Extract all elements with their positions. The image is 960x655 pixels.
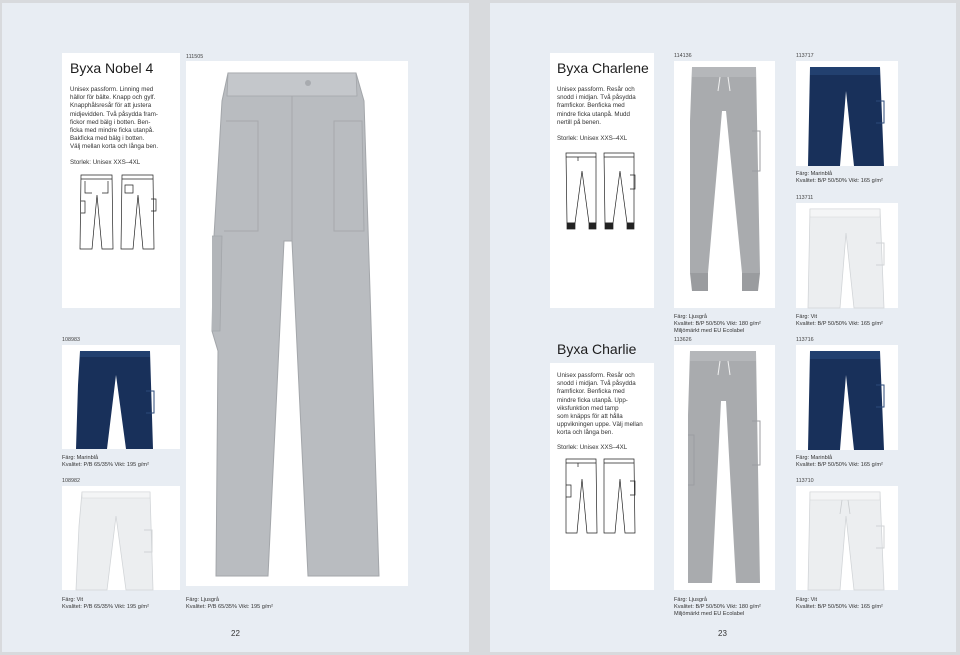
product-caption-108982: Färg: Vit Kvalitet: P/B 65/35% Vikt: 195 g/m² [62,597,149,611]
spine-gap [469,0,490,655]
navy-jogger-pants-image [796,61,898,166]
nobel-technical-drawing [78,173,158,253]
product-photo-113717 [796,61,898,166]
charlene-product-code: 114136 [674,53,692,59]
white-cargo-pants-image [796,486,898,590]
product-caption-113710: Färg: Vit Kvalitet: B/P 50/50% Vikt: 165 g/m² [796,597,883,611]
page-number-left: 22 [231,629,240,638]
product-photo-113716 [796,345,898,450]
light-grey-pants-image [186,61,408,586]
product-code-113716: 113716 [796,337,814,343]
charlene-photo-frame [674,61,775,308]
catalog-page-right [490,3,956,652]
catalog-page-left [2,3,469,652]
navy-cargo-pants-image [796,345,898,450]
grey-jogger-pants-image [674,61,775,308]
nobel-sizes: Storlek: Unisex XXS–4XL [70,159,141,166]
product-code-108983: 108983 [62,337,80,343]
charlene-caption: Färg: Ljusgrå Kvalitet: B/P 50/50% Vikt: 180 g/m² Miljömärkt med EU Ecolabel [674,314,761,335]
product-caption-113711: Färg: Vit Kvalitet: B/P 50/50% Vikt: 165 g/m² [796,314,883,328]
charlie-sizes: Storlek: Unisex XXS–4XL [557,444,628,451]
product-code-113717: 113717 [796,53,814,59]
charlene-title: Byxa Charlene [557,60,649,76]
charlene-info-box [550,53,654,308]
charlie-description: Unisex passform. Resår och snodd i midjan. Två påsydda framfickor. Benficka med mindre ficka utanpå. Upp- viksfunktion med tamp som knäpps för att hålla uppvikningen uppe. Välj mellan korta och långa ben. [557,372,643,437]
nobel-caption: Färg: Ljusgrå Kvalitet: P/B 65/35% Vikt: 195 g/m² [186,597,273,611]
charlene-technical-drawing [550,53,625,138]
product-caption-113717: Färg: Marinblå Kvalitet: B/P 50/50% Vikt: 165 g/m² [796,171,883,185]
product-photo-108982 [62,486,180,590]
charlie-title: Byxa Charlie [557,341,637,357]
charlene-description: Unisex passform. Resår och snodd i midjan. Två påsydda framfickor. Benficka med mindre ficka utanpå. Mudd nertill på benen. [557,86,636,126]
nobel-photo [186,61,408,586]
navy-pants-image [62,345,180,449]
charlie-technical-drawing [564,457,639,537]
product-photo-113710 [796,486,898,590]
charlene-sizes: Storlek: Unisex XXS–4XL [557,135,628,142]
product-code-108982: 108982 [62,478,80,484]
white-pants-image [62,486,180,590]
charlie-product-code: 113626 [674,337,692,343]
white-jogger-pants-image [796,203,898,308]
nobel-product-code: 111505 [186,54,204,60]
product-photo-108983 [62,345,180,449]
nobel-info-box [62,53,180,308]
charlie-info-box [550,363,654,590]
page-number-right: 23 [718,629,727,638]
product-code-113710: 113710 [796,478,814,484]
nobel-title: Byxa Nobel 4 [70,60,154,76]
grey-cargo-pants-image [674,345,775,590]
charlie-caption: Färg: Ljusgrå Kvalitet: B/P 50/50% Vikt: 180 g/m² Miljömärkt med EU Ecolabel [674,597,761,618]
nobel-description: Unisex passform. Linning med hällor för bälte. Knapp och gylf. Knapphålsresår för att justera midjevidden. Två påsydda fram- fickor med bälg i botten. Ben- ficka med mindre ficka utanpå. Bakficka med bälg i botten. Välj mellan korta och långa ben. [70,86,159,151]
charlie-photo [674,345,775,590]
product-caption-108983: Färg: Marinblå Kvalitet: P/B 65/35% Vikt: 195 g/m² [62,455,149,469]
product-code-113711: 113711 [796,195,814,201]
product-caption-113716: Färg: Marinblå Kvalitet: B/P 50/50% Vikt: 165 g/m² [796,455,883,469]
product-photo-113711 [796,203,898,308]
